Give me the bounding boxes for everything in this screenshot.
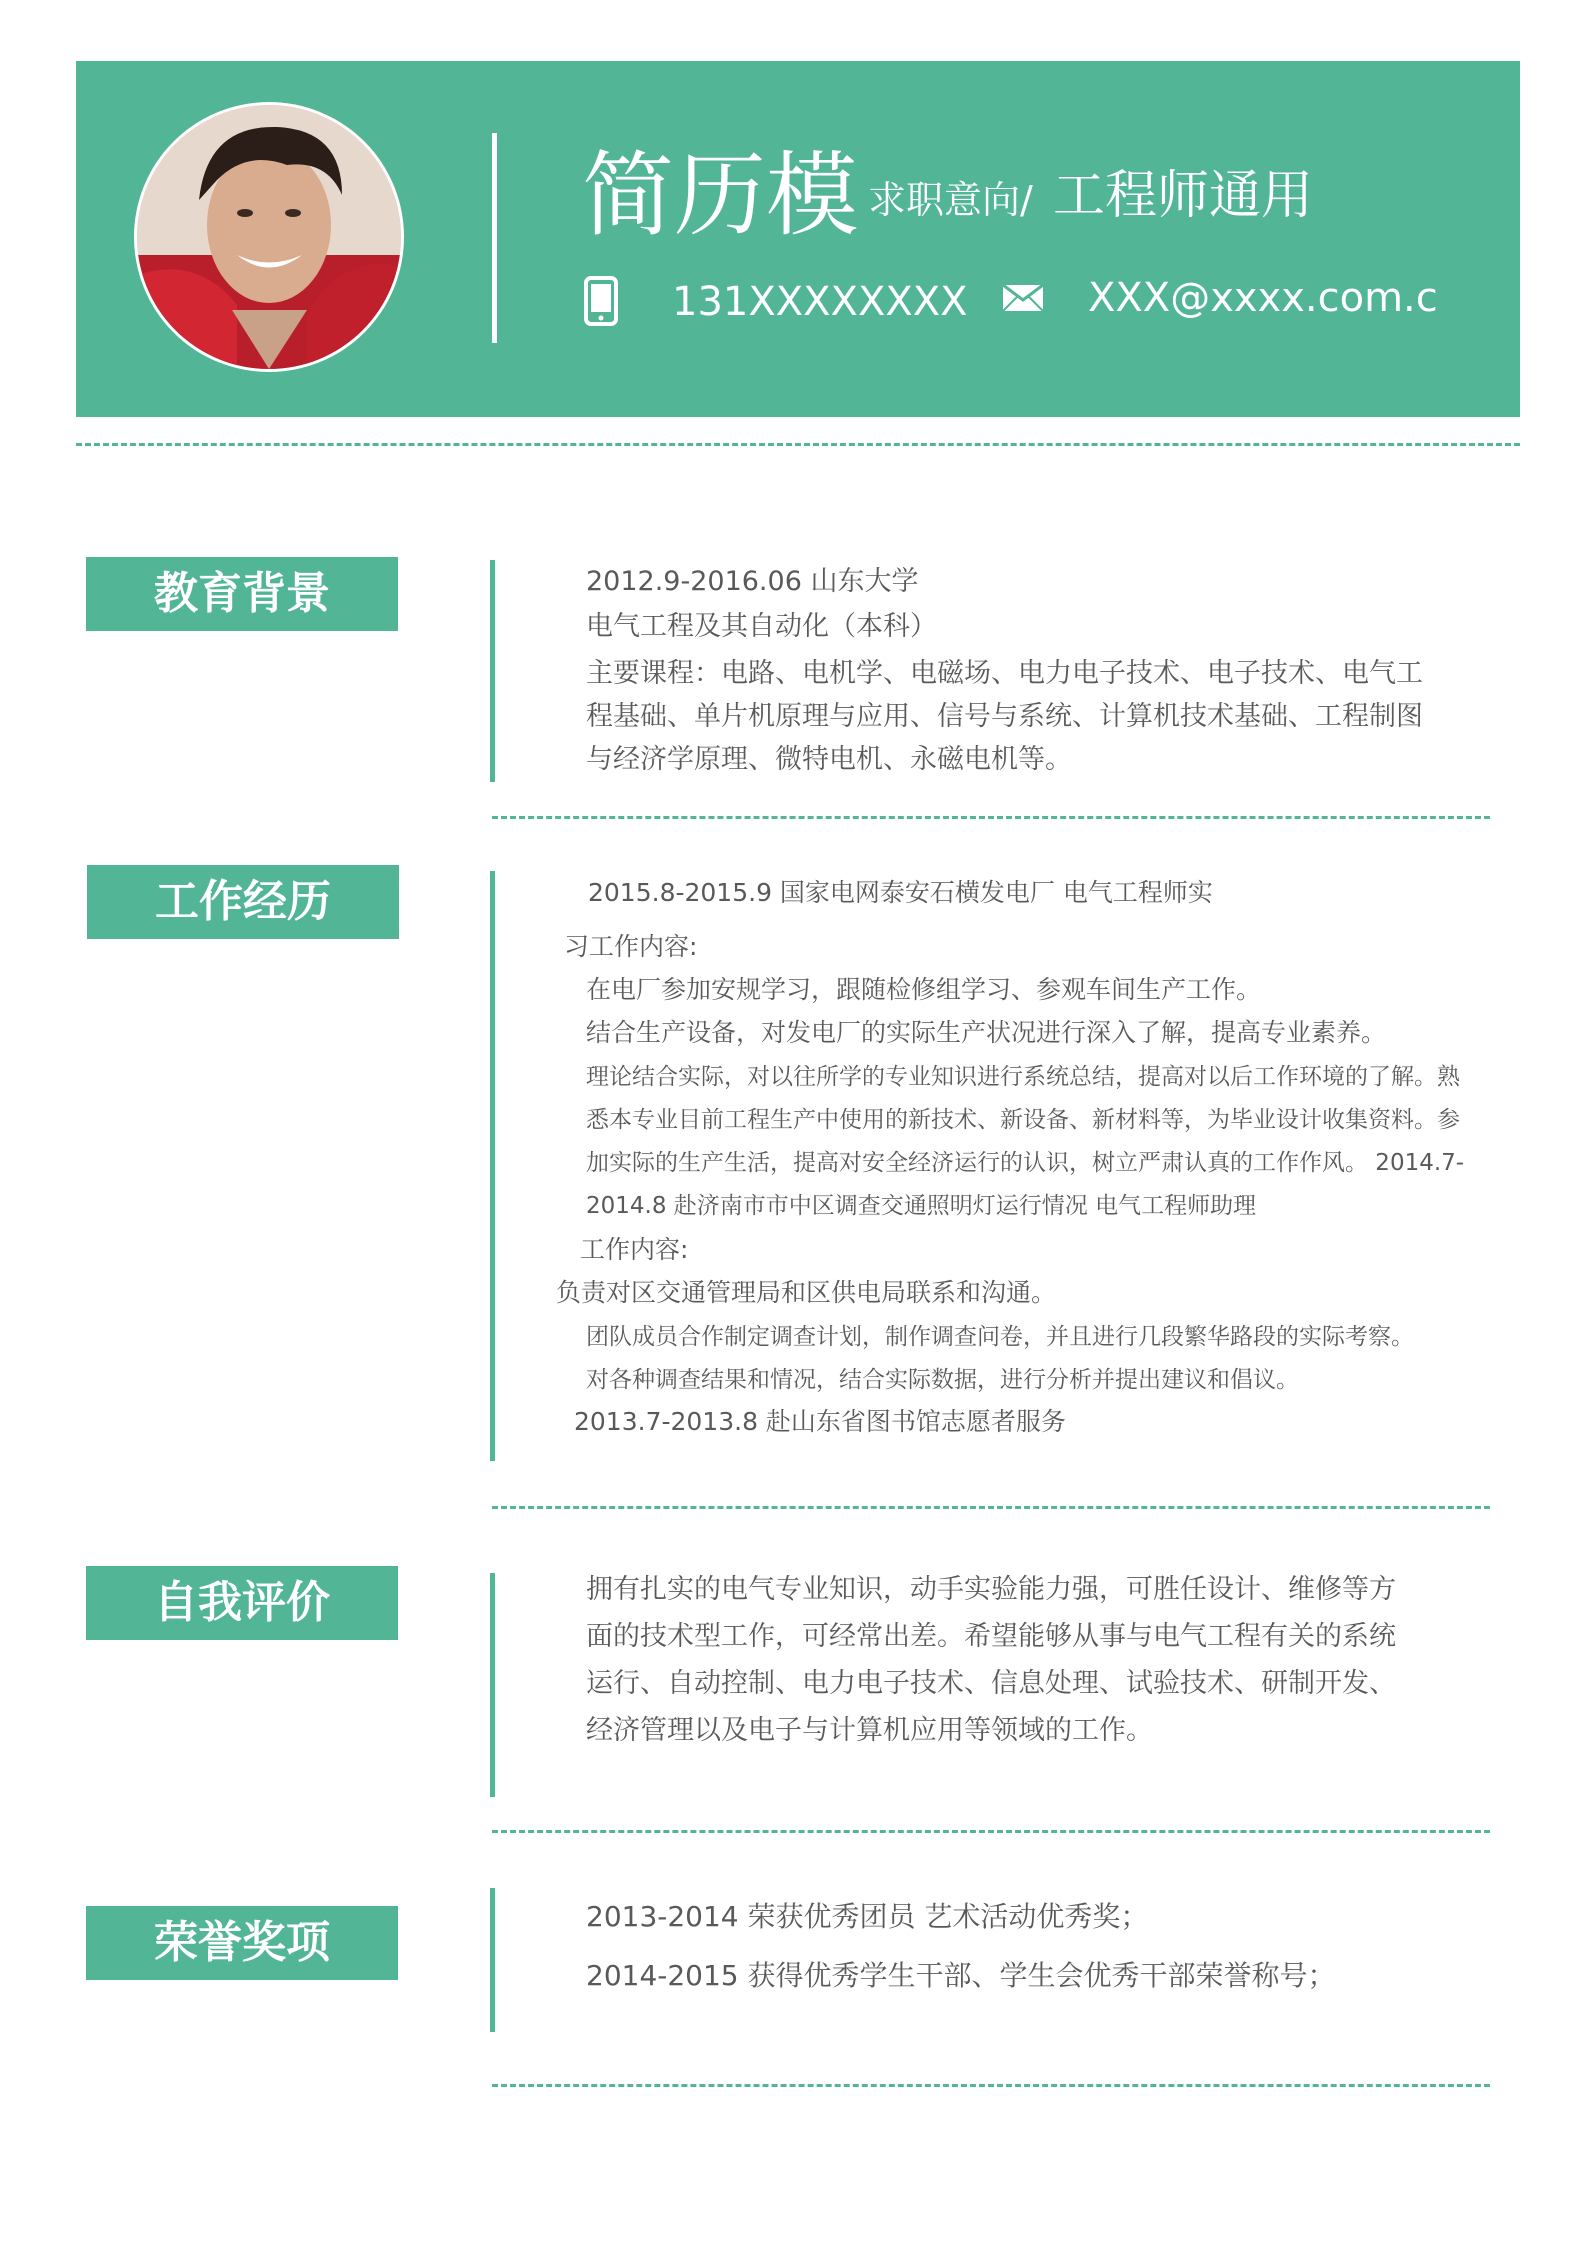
work-line: 理论结合实际，对以往所学的专业知识进行系统总结，提高对以后工作环境的了解。熟 (586, 1064, 1460, 1090)
work-line: 在电厂参加安规学习，跟随检修组学习、参观车间生产工作。 (586, 975, 1262, 1004)
self-line: 拥有扎实的电气专业知识，动手实验能力强，可胜任设计、维修等方 (586, 1574, 1396, 1605)
work-line: 工作内容: (580, 1235, 689, 1264)
avatar (134, 102, 404, 372)
header-divider (492, 133, 497, 343)
education-separator (492, 816, 1490, 819)
education-line: 程基础、单片机原理与应用、信号与系统、计算机技术基础、工程制图 (586, 701, 1423, 732)
self-line: 运行、自动控制、电力电子技术、信息处理、试验技术、研制开发、 (586, 1668, 1396, 1699)
self-bar (490, 1573, 495, 1797)
education-line: 主要课程：电路、电机学、电磁场、电力电子技术、电子技术、电气工 (586, 658, 1423, 689)
work-bar (490, 871, 495, 1461)
work-line: 结合生产设备，对发电厂的实际生产状况进行深入了解，提高专业素养。 (586, 1018, 1387, 1047)
honors-bar (490, 1888, 495, 2032)
section-label-self: 自我评价 (86, 1566, 398, 1640)
education-line: 与经济学原理、微特电机、永磁电机等。 (586, 744, 1072, 775)
education-line: 2012.9-2016.06 山东大学 (586, 566, 919, 597)
work-line: 2013.7-2013.8 赴山东省图书馆志愿者服务 (574, 1407, 1066, 1436)
avatar-photo (137, 105, 401, 369)
self-line: 面的技术型工作，可经常出差。希望能够从事与电气工程有关的系统 (586, 1621, 1396, 1652)
honors-line: 2013-2014 荣获优秀团员 艺术活动优秀奖； (586, 1900, 1149, 1933)
work-line: 悉本专业目前工程生产中使用的新技术、新设备、新材料等，为毕业设计收集资料。参 (586, 1107, 1460, 1133)
phone-icon (583, 276, 619, 326)
work-line: 习工作内容: (564, 932, 698, 961)
self-separator (492, 1830, 1490, 1833)
work-line: 2014.8 赴济南市市中区调查交通照明灯运行情况 电气工程师助理 (586, 1193, 1257, 1219)
job-intent-value: 工程师通用 (1053, 166, 1314, 226)
section-label-honors: 荣誉奖项 (86, 1906, 398, 1980)
email-address: XXX@xxxx.com.c (1088, 275, 1438, 321)
education-bar (490, 560, 495, 782)
job-intent-label: 求职意向/ (868, 178, 1033, 222)
section-label-education: 教育背景 (86, 557, 398, 631)
header-separator (76, 443, 1520, 446)
honors-line: 2014-2015 获得优秀学生干部、学生会优秀干部荣誉称号； (586, 1959, 1336, 1992)
self-line: 经济管理以及电子与计算机应用等领域的工作。 (586, 1715, 1153, 1746)
work-line: 加实际的生产生活，提高对安全经济运行的认识，树立严肃认真的工作作风。 2014.7- (586, 1150, 1465, 1176)
work-line: 团队成员合作制定调查计划，制作调查问卷，并且进行几段繁华路段的实际考察。 (586, 1324, 1414, 1350)
work-line: 负责对区交通管理局和区供电局联系和沟通。 (556, 1278, 1057, 1307)
education-line: 电气工程及其自动化（本科） (586, 611, 937, 642)
work-line: 对各种调查结果和情况，结合实际数据，进行分析并提出建议和倡议。 (586, 1367, 1299, 1393)
phone-number: 131XXXXXXXX (672, 279, 968, 325)
section-label-work: 工作经历 (87, 865, 399, 939)
work-separator (492, 1506, 1490, 1509)
mail-icon (1002, 282, 1044, 314)
resume-name: 简历模 (582, 142, 859, 249)
work-line: 2015.8-2015.9 国家电网泰安石横发电厂 电气工程师实 (588, 878, 1213, 907)
honors-separator (492, 2084, 1490, 2087)
